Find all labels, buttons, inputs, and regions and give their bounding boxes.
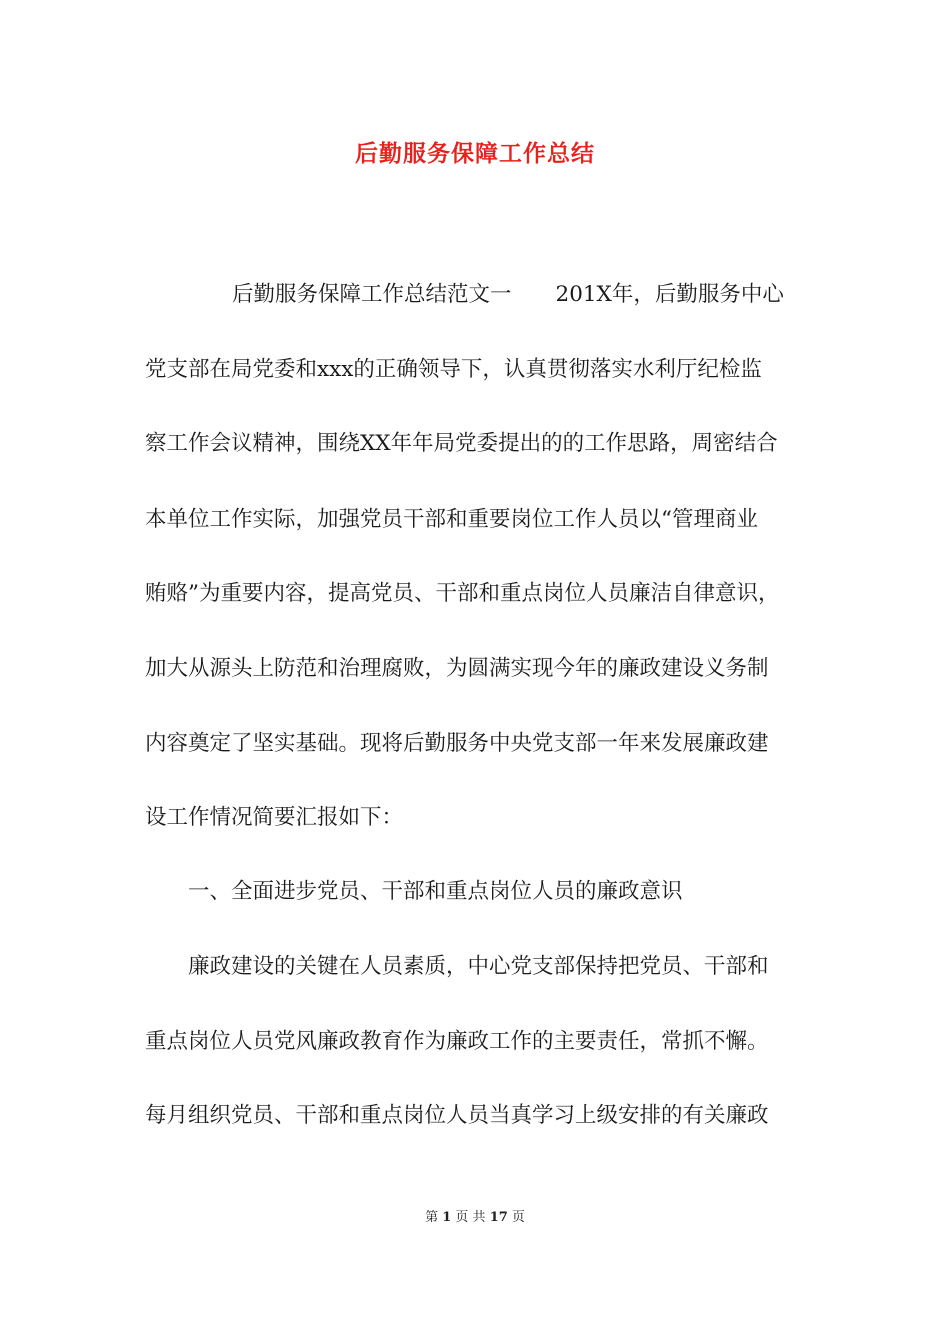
paragraph-line-10: 重点岗位人员党风廉政教育作为廉政工作的主要责任，常抓不懈。 xyxy=(145,1029,769,1054)
page-footer: 第 1 页 共 17 页 xyxy=(425,1210,525,1225)
paragraph-line-4: 本单位工作实际，加强党员干部和重要岗位工作人员以“管理商业 xyxy=(145,507,758,532)
paragraph-line-2: 党支部在局党委和xxx的正确领导下，认真贯彻落实水利厅纪检监 xyxy=(145,357,762,382)
current-page-number: 1 xyxy=(442,1210,452,1225)
intro-heading: 后勤服务保障工作总结范文一 xyxy=(232,282,512,307)
paragraph-line-5: 贿赂”为重要内容，提高党员、干部和重点岗位人员廉洁自律意识， xyxy=(145,581,780,606)
paragraph-line-7: 内容奠定了坚实基础。现将后勤服务中央党支部一年来发展廉政建 xyxy=(145,731,769,756)
paragraph-line-6: 加大从源头上防范和治理腐败，为圆满实现今年的廉政建设义务制 xyxy=(145,656,769,681)
paragraph-line-1 xyxy=(232,280,950,310)
paragraph-line-3: 察工作会议精神，围绕XX年年局党委提出的的工作思路，周密结合 xyxy=(145,431,778,456)
document-title: 后勤服务保障工作总结 xyxy=(355,141,595,167)
total-pages-number: 17 xyxy=(489,1210,508,1225)
intro-text: 201X年，后勤服务中心 xyxy=(555,282,784,307)
paragraph-line-11: 每月组织党员、干部和重点岗位人员当真学习上级安排的有关廉政 xyxy=(145,1103,769,1128)
paragraph-line-8: 设工作情况简要汇报如下： xyxy=(145,805,404,830)
paragraph-line-9: 廉政建设的关键在人员素质，中心党支部保持把党员、干部和 xyxy=(188,954,769,979)
section-heading-1: 一、全面进步党员、干部和重点岗位人员的廉政意识 xyxy=(188,879,683,904)
